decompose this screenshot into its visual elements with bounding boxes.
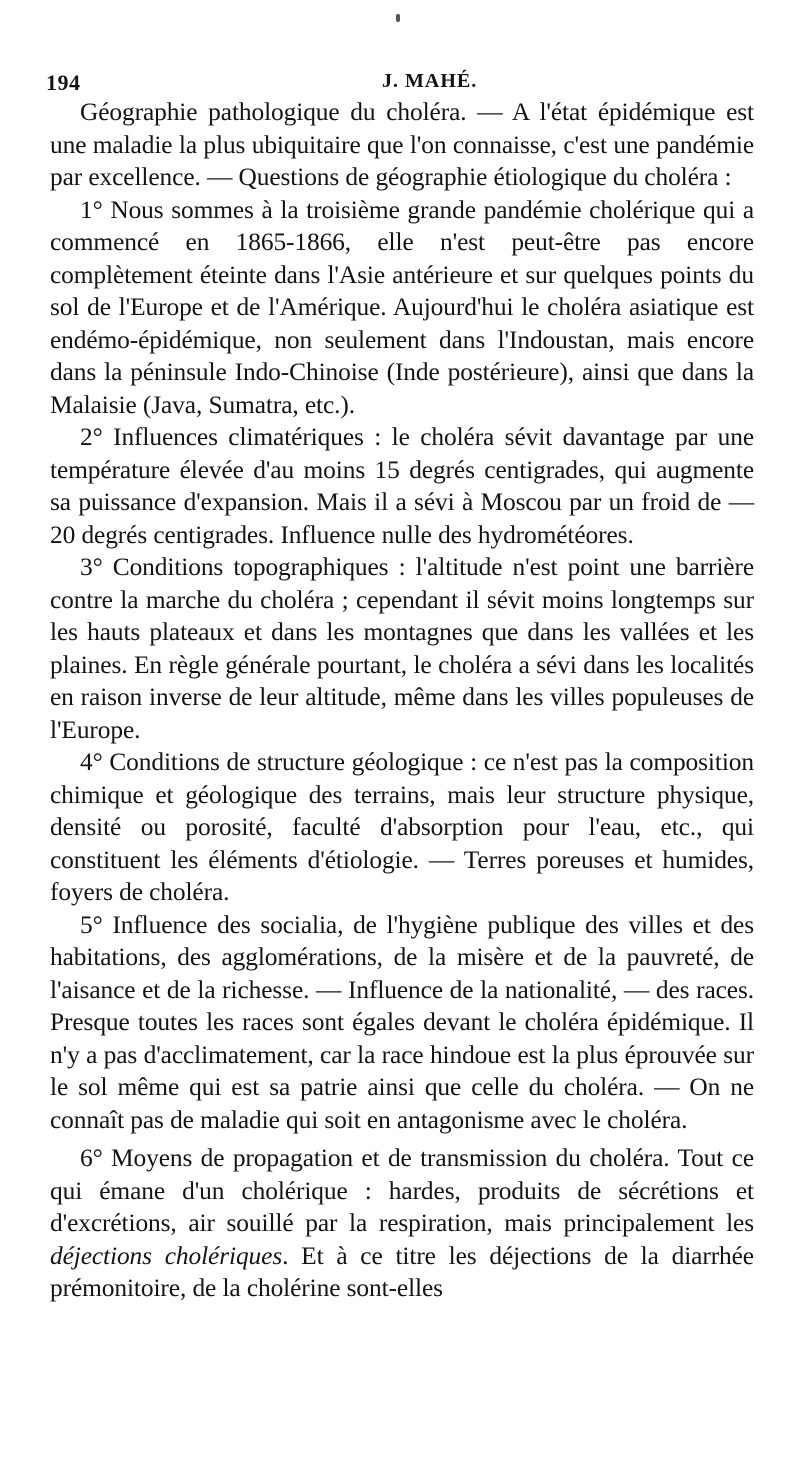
emphasis-dejections: déjections cholériques [50,1241,283,1270]
paragraph-geographie-pathologique: Géographie pathologique du choléra. — A l'état épidémique est une maladie la plus ubiquitaire que l'on connaisse, c'est une pandémie par excellence. — Questions de géographie étiologique du choléra : [50,98,754,191]
paragraph-structure-geologique: 4° Conditions de structure géologique : ce n'est pas la composition chimique et géologique des terrains, mais leur structure physique, densité ou porosité, faculté d'absorption pour l'eau, etc., qui constituent les éléments d'étiologie. — Terres poreuses et humides, foyers de choléra. [50,748,754,906]
paragraph-moyens-text-after: . Et à ce titre les déjections de la diarrhée prémonitoire, de la cholérine sont-elles [50,1241,754,1302]
body-text [50,96,754,1305]
paragraph-influences-climateriques: 2° Influences climatériques : le choléra sévit davantage par une température élevée d'au moins 15 degrés centigrades, qui augmente sa puissance d'expansion. Mais il a sévi à Moscou par un froid de — 20 degrés centigrades. Influence nulle des hydrométéores. [50,423,754,549]
running-head [46,70,766,98]
running-head-author: J. MAHÉ. [382,70,478,92]
paragraph-pandemie: 1° Nous sommes à la troisième grande pandémie cholérique qui a commencé en 1865-1866, elle n'est peut-être pas encore complètement éteinte dans l'Asie antérieure et sur quelques points du sol de l'Europe et de l'Amérique. Aujourd'hui le choléra asiatique est endémo-épidémique, non seulement dans l'Indoustan, mais encore dans la péninsule Indo-Chinoise (Inde postérieure), ainsi que dans la Malaisie (Java, Sumatra, etc.). [50,195,754,419]
paragraph-moyens-propagation [50,1142,754,1305]
ink-speck [396,14,400,22]
paragraph-socialia: 5° Influence des socialia, de l'hygiène publique des villes et des habitations, des agglomérations, de la misère et de la pauvreté, de l'aisance et de la richesse. — Influence de la nationalité, — des races. Presque toutes les races sont égales devant le choléra épidémique. Il n'y a pas d'acclimatement, car la race hindoue est la plus éprouvée sur le sol même qui est sa patrie ainsi que celle du choléra. — On ne connaît pas de maladie qui soit en antagonisme avec le choléra. [50,910,754,1134]
page-number: 194 [46,70,81,95]
paragraph-moyens-text-before: 6° Moyens de propagation et de transmission du choléra. Tout ce qui émane d'un cholérique : hardes, produits de sécrétions et d'excrétions, air souillé par la respiration, mais principalement les [50,1144,754,1237]
paragraph-conditions-topographiques: 3° Conditions topographiques : l'altitude n'est point une barrière contre la marche du choléra ; cependant il sévit moins longtemps sur les hauts plateaux et dans les montagnes que dans les vallées et les plaines. En règle générale pourtant, le choléra a sévi dans les localités en raison inverse de leur altitude, même dans les villes populeuses de l'Europe. [50,553,754,744]
